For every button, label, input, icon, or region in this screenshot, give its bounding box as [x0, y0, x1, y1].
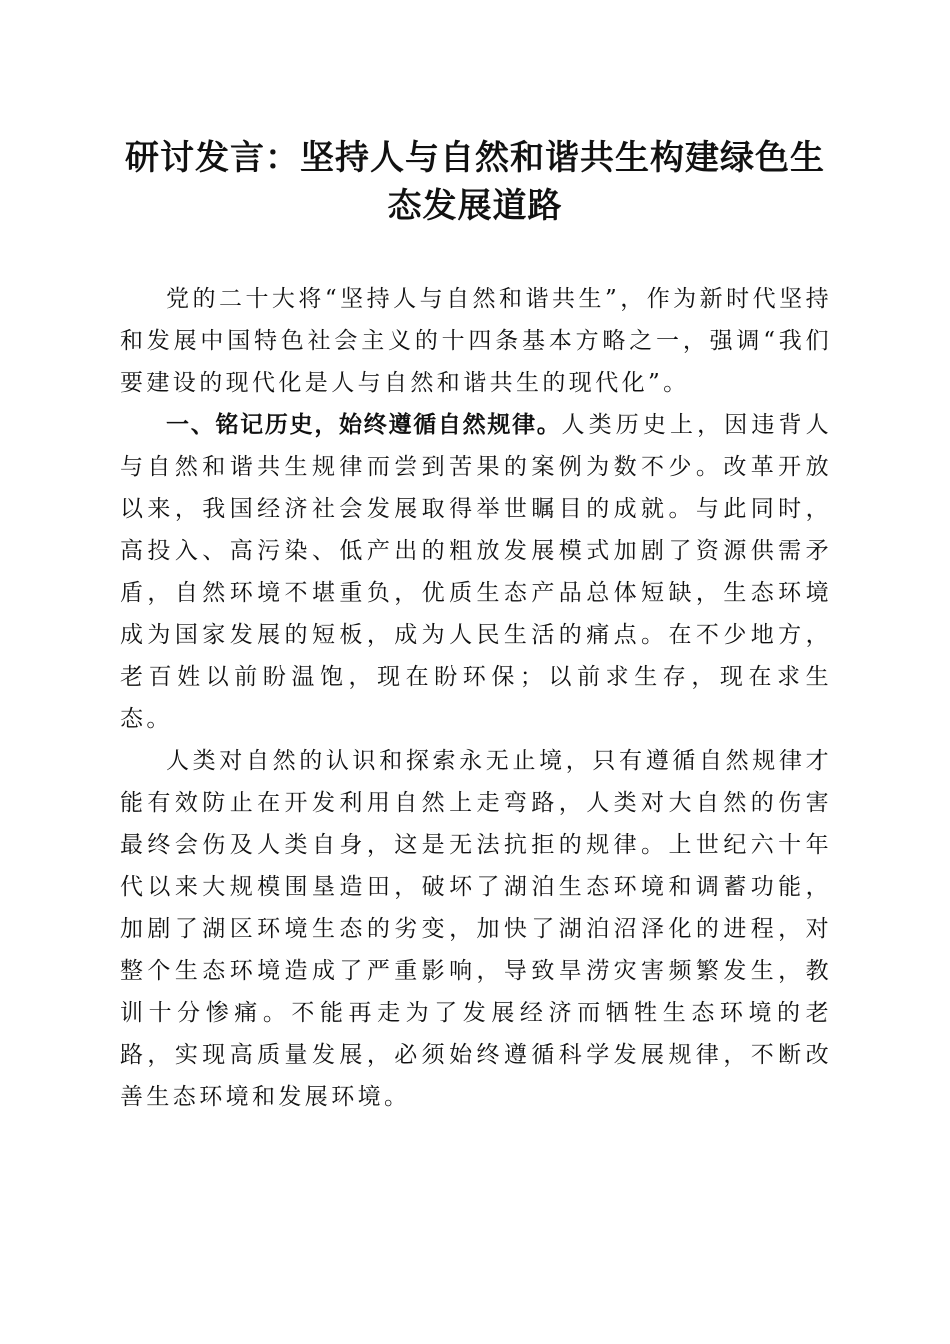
- paragraph-lesson: [120, 740, 832, 1118]
- title-line-2: 态发展道路: [387, 186, 563, 226]
- paragraph-lesson-text: 人类对自然的认识和探索永无止境，只有遵循自然规律才能有效防止在开发利用自然上走弯路，人类对大自然的伤害最终会伤及人类自身，这是无法抗拒的规律。上世纪六十年代以来大规模围垦造田，破坏了湖泊生态环境和调蓄功能，加剧了湖区环境生态的劣变，加快了湖泊沼泽化的进程，对整个生态环境造成了严重影响，导致旱涝灾害频繁发生，教训十分惨痛。不能再走为了发展经济而牺牲生态环境的老路，实现高质量发展，必须始终遵循科学发展规律，不断改善生态环境和发展环境。: [120, 748, 832, 1110]
- paragraph-section-1-text: 人类历史上，因违背人与自然和谐共生规律而尝到苦果的案例为数不少。改革开放以来，我国经济社会发展取得举世瞩目的成就。与此同时，高投入、高污染、低产出的粗放发展模式加剧了资源供需矛盾，自然环境不堪重负，优质生态产品总体短缺，生态环境成为国家发展的短板，成为人民生活的痛点。在不少地方，老百姓以前盼温饱，现在盼环保；以前求生存，现在求生态。: [120, 412, 833, 732]
- paragraph-intro: [120, 278, 832, 404]
- document-title: [110, 134, 840, 230]
- paragraph-section-1: [120, 404, 832, 740]
- document-body: [120, 278, 832, 1118]
- title-line-1: 研讨发言：坚持人与自然和谐共生构建绿色生: [125, 138, 825, 178]
- section-heading: 一、铭记历史，始终遵循自然规律。: [166, 412, 562, 438]
- paragraph-intro-text: 党的二十大将“坚持人与自然和谐共生”，作为新时代坚持和发展中国特色社会主义的十四条基本方略之一，强调“我们要建设的现代化是人与自然和谐共生的现代化”。: [120, 286, 832, 396]
